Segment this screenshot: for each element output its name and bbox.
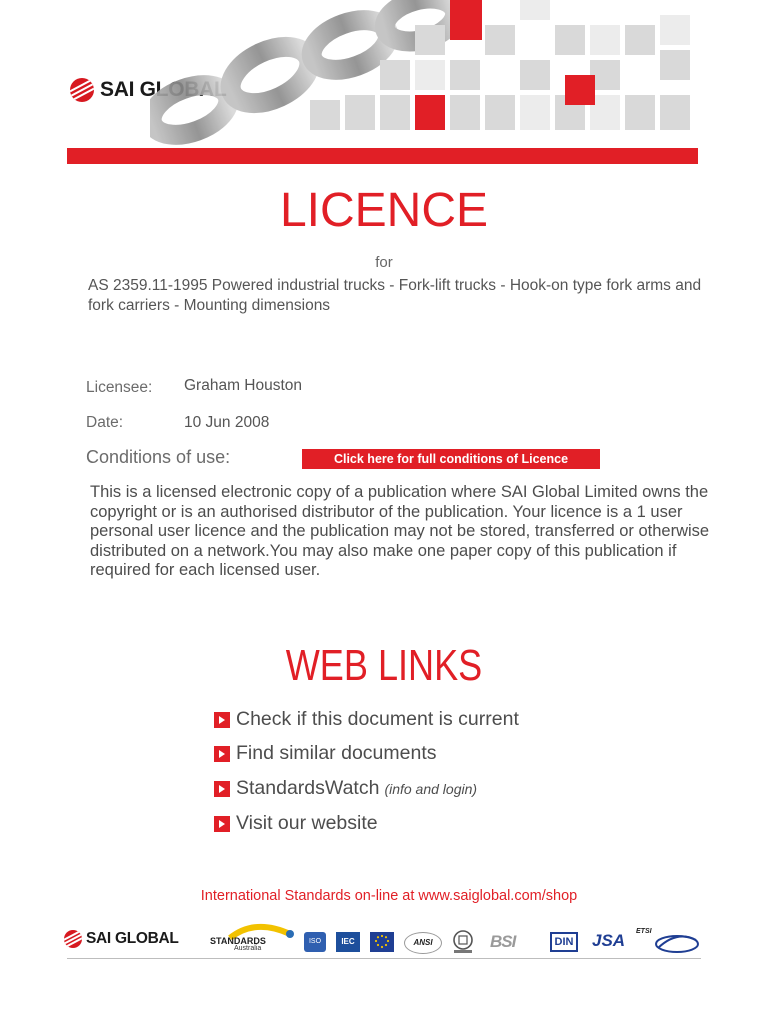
sai-global-globe-icon <box>64 930 82 948</box>
date-value: 10 Jun 2008 <box>184 414 270 431</box>
conditions-body: This is a licensed electronic copy of a publication where SAI Global Limited owns the copyright or is an authorised distributor of the publication. Your licence is a 1 user personal user licence and the publication may not be stored, transferred or otherwise distributed on a network.You may also make one paper copy of this publication if required for each licensed user. <box>90 483 710 579</box>
footer-logo-strip <box>62 920 707 962</box>
jsa-logo: JSA <box>592 931 626 950</box>
sai-global-globe-icon <box>70 78 94 102</box>
link-note: (info and login) <box>384 780 478 797</box>
ansi-logo: ANSI <box>404 932 442 954</box>
licensee-value: Graham Houston <box>184 377 303 394</box>
astm-logo-icon <box>452 930 474 954</box>
iso-logo: ISO <box>304 932 326 952</box>
date-label: Date: <box>86 414 124 431</box>
etsi-logo: ETSI <box>636 928 702 954</box>
web-links-title: WEB LINKS <box>285 641 483 690</box>
arrow-bullet-icon <box>214 816 230 832</box>
licence-title: LICENCE <box>279 184 489 237</box>
eu-flag-icon <box>370 932 394 952</box>
link-label: StandardsWatch <box>236 777 380 799</box>
link-label: Visit our website <box>236 812 378 834</box>
conditions-label: Conditions of use: <box>86 447 231 467</box>
for-label: for <box>375 254 393 271</box>
link-label: Check if this document is current <box>236 708 519 730</box>
iec-logo: IEC <box>336 932 360 952</box>
standards-australia-logo: STANDARDS Australia <box>210 922 298 956</box>
footer-shop-text: International Standards on-line at www.saiglobal.com/shop <box>200 888 578 904</box>
chain-and-squares-banner <box>150 0 698 148</box>
header-brand-name: SAI GLOBAL <box>100 78 227 101</box>
footer-sai-logo <box>64 930 179 948</box>
din-logo: DIN <box>550 932 578 952</box>
etsi-swoosh-icon <box>654 934 700 954</box>
link-label: Find similar documents <box>236 742 437 764</box>
link-find-similar[interactable] <box>214 742 436 765</box>
arrow-bullet-icon <box>214 746 230 762</box>
arrow-bullet-icon <box>214 712 230 728</box>
publication-title: AS 2359.11-1995 Powered industrial trucks - Fork-lift trucks - Hook-on type fork arms and fork carriers - Mounting dimensions <box>88 277 702 314</box>
arrow-bullet-icon <box>214 781 230 797</box>
full-conditions-button[interactable]: Click here for full conditions of Licence <box>302 449 600 469</box>
link-check-current[interactable] <box>214 708 519 731</box>
footer-brand-name: SAI GLOBAL <box>86 930 179 947</box>
bsi-logo: BSI <box>490 932 516 951</box>
link-visit-website[interactable] <box>214 812 378 835</box>
licensee-label: Licensee: <box>86 379 153 396</box>
link-standards-watch[interactable] <box>214 777 477 800</box>
header-red-bar <box>67 148 698 164</box>
footer-rule <box>67 958 701 959</box>
